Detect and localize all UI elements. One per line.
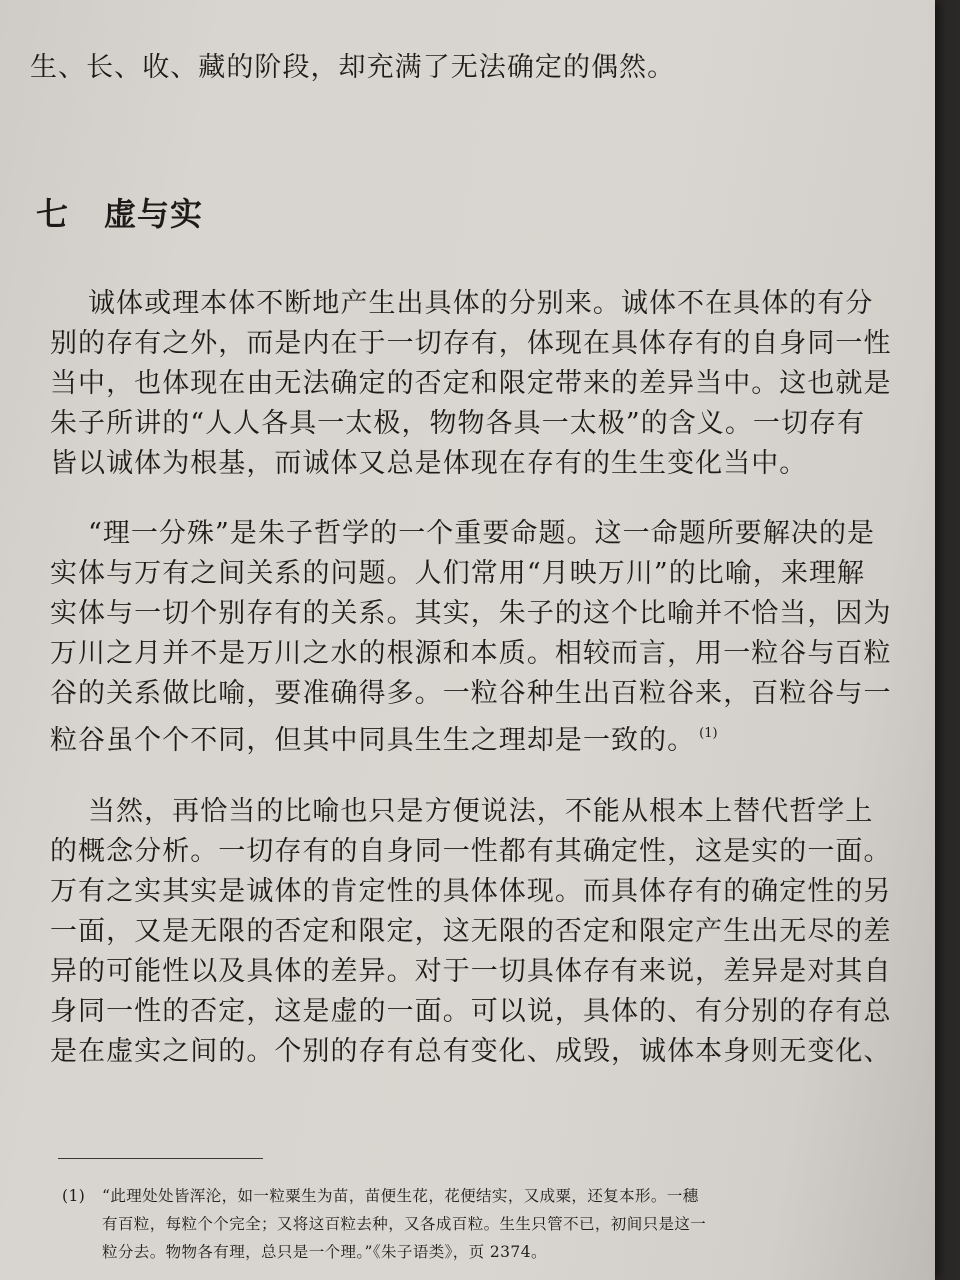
paragraph-line: 诚体或理本体不断地产生出具体的分别来。诚体不在具体的有分 — [88, 288, 874, 319]
paragraph-line: 当中，也体现在由无法确定的否定和限定带来的差异当中。这也就是 — [50, 368, 892, 399]
continuation-line: 生、长、收、藏的阶段，却充满了无法确定的偶然。 — [30, 52, 676, 83]
paragraph-line: 朱子所讲的“人人各具一太极，物物各具一太极”的含义。一切存有 — [50, 408, 866, 439]
paragraph-3 — [50, 792, 892, 1072]
footnote-text: 粒分去。物物各有理，总只是一个理。”《朱子语类》，页 2374。 — [102, 1243, 547, 1261]
footnote-reference[interactable]: (1) — [699, 726, 718, 741]
footnote-line — [62, 1238, 706, 1266]
paragraph-line: “理一分殊”是朱子哲学的一个重要命题。这一命题所要解决的是 — [88, 518, 876, 549]
section-title: 虚与实 — [104, 195, 204, 233]
paragraph-line: 当然，再恰当的比喻也只是方便说法，不能从根本上替代哲学上 — [88, 796, 874, 827]
footnote-divider — [58, 1158, 263, 1159]
footnote-text: 有百粒，每粒个个完全；又将这百粒去种，又各成百粒。生生只管不已，初间只是这一 — [102, 1215, 707, 1233]
paragraph-line: 是在虚实之间的。个别的存有总有变化、成毁，诚体本身则无变化、 — [50, 1036, 892, 1067]
section-heading — [36, 192, 203, 236]
paragraph-line: 别的存有之外，而是内在于一切存有，体现在具体存有的自身同一性 — [50, 328, 892, 359]
paragraph-line: 身同一性的否定，这是虚的一面。可以说，具体的、有分别的存有总 — [50, 996, 892, 1027]
paragraph-2 — [50, 514, 892, 754]
footnote — [62, 1182, 706, 1266]
paragraph-line: 万有之实其实是诚体的肯定性的具体体现。而具体存有的确定性的另 — [50, 876, 892, 907]
paragraph-line: 实体与万有之间关系的问题。人们常用“月映万川”的比喻，来理解 — [50, 558, 866, 589]
footnote-text: “此理处处皆浑沦，如一粒粟生为苗，苗便生花，花便结实，又成粟，还复本形。一穗 — [102, 1187, 699, 1205]
paragraph-line: 皆以诚体为根基，而诚体又总是体现在存有的生生变化当中。 — [50, 448, 808, 479]
paragraph-line: 的概念分析。一切存有的自身同一性都有其确定性，这是实的一面。 — [50, 836, 892, 867]
paragraph-line: 一面，又是无限的否定和限定，这无限的否定和限定产生出无尽的差 — [50, 916, 892, 947]
footnote-mark: (1) — [62, 1187, 86, 1205]
footnote-line — [62, 1182, 706, 1210]
paragraph-1 — [50, 284, 892, 484]
paragraph-line: 谷的关系做比喻，要准确得多。一粒谷种生出百粒谷来，百粒谷与一 — [50, 678, 892, 709]
section-number: 七 — [36, 195, 70, 233]
paragraph-line: 异的可能性以及具体的差异。对于一切具体存有来说，差异是对其自 — [50, 956, 892, 987]
paragraph-line: 实体与一切个别存有的关系。其实，朱子的这个比喻并不恰当，因为 — [50, 598, 892, 629]
footnote-line — [62, 1210, 706, 1238]
paragraph-line: 粒谷虽个个不同，但其中同具生生之理却是一致的。 — [50, 725, 696, 756]
paragraph-line-with-note — [50, 714, 892, 754]
paragraph-line: 万川之月并不是万川之水的根源和本质。相较而言，用一粒谷与百粒 — [50, 638, 892, 669]
